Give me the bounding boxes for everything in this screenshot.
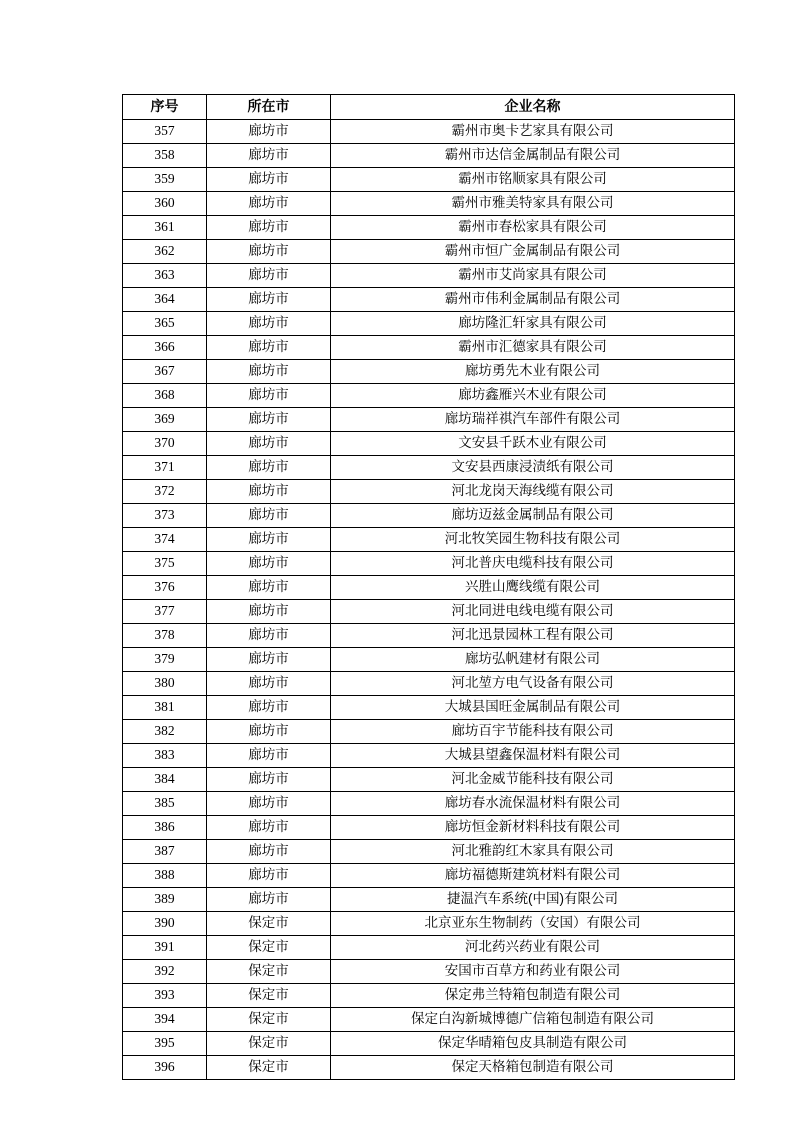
table-header-row (123, 95, 735, 120)
cell-enterprise-name: 廊坊百宇节能科技有限公司 (331, 720, 735, 744)
cell-enterprise-name: 大城县望鑫保温材料有限公司 (331, 744, 735, 768)
table-row (123, 120, 735, 144)
cell-city: 廊坊市 (207, 168, 331, 192)
table-row (123, 912, 735, 936)
cell-index: 367 (123, 360, 207, 384)
table-row (123, 888, 735, 912)
enterprise-list-table (122, 94, 735, 1080)
cell-city: 廊坊市 (207, 240, 331, 264)
table-row (123, 264, 735, 288)
cell-enterprise-name: 安国市百草方和药业有限公司 (331, 960, 735, 984)
cell-city: 廊坊市 (207, 624, 331, 648)
cell-enterprise-name: 霸州市雅美特家具有限公司 (331, 192, 735, 216)
cell-enterprise-name: 保定弗兰特箱包制造有限公司 (331, 984, 735, 1008)
table-row (123, 624, 735, 648)
cell-enterprise-name: 河北金威节能科技有限公司 (331, 768, 735, 792)
cell-index: 371 (123, 456, 207, 480)
cell-enterprise-name: 霸州市春松家具有限公司 (331, 216, 735, 240)
cell-index: 390 (123, 912, 207, 936)
cell-enterprise-name: 河北堃方电气设备有限公司 (331, 672, 735, 696)
cell-enterprise-name: 霸州市伟利金属制品有限公司 (331, 288, 735, 312)
cell-city: 廊坊市 (207, 312, 331, 336)
cell-index: 389 (123, 888, 207, 912)
cell-index: 378 (123, 624, 207, 648)
table-row (123, 1032, 735, 1056)
cell-city: 廊坊市 (207, 720, 331, 744)
cell-city: 廊坊市 (207, 432, 331, 456)
cell-index: 359 (123, 168, 207, 192)
cell-city: 廊坊市 (207, 840, 331, 864)
cell-enterprise-name: 保定华晴箱包皮具制造有限公司 (331, 1032, 735, 1056)
cell-index: 384 (123, 768, 207, 792)
cell-index: 382 (123, 720, 207, 744)
table-row (123, 1008, 735, 1032)
table-row (123, 936, 735, 960)
cell-index: 360 (123, 192, 207, 216)
cell-city: 保定市 (207, 1008, 331, 1032)
cell-index: 368 (123, 384, 207, 408)
cell-index: 357 (123, 120, 207, 144)
cell-enterprise-name: 霸州市汇德家具有限公司 (331, 336, 735, 360)
cell-enterprise-name: 廊坊春水流保温材料有限公司 (331, 792, 735, 816)
cell-index: 387 (123, 840, 207, 864)
cell-city: 廊坊市 (207, 600, 331, 624)
cell-enterprise-name: 霸州市奥卡艺家具有限公司 (331, 120, 735, 144)
cell-city: 廊坊市 (207, 672, 331, 696)
table-row (123, 336, 735, 360)
table-row (123, 528, 735, 552)
cell-index: 358 (123, 144, 207, 168)
cell-index: 361 (123, 216, 207, 240)
cell-city: 廊坊市 (207, 360, 331, 384)
cell-enterprise-name: 大城县国旺金属制品有限公司 (331, 696, 735, 720)
table-row (123, 288, 735, 312)
cell-city: 廊坊市 (207, 336, 331, 360)
cell-enterprise-name: 保定白沟新城博德广信箱包制造有限公司 (331, 1008, 735, 1032)
column-header-city: 所在市 (207, 95, 331, 120)
cell-enterprise-name: 霸州市达信金属制品有限公司 (331, 144, 735, 168)
cell-index: 375 (123, 552, 207, 576)
cell-enterprise-name: 兴胜山鹰线缆有限公司 (331, 576, 735, 600)
cell-city: 廊坊市 (207, 384, 331, 408)
cell-enterprise-name: 保定天格箱包制造有限公司 (331, 1056, 735, 1080)
cell-city: 廊坊市 (207, 216, 331, 240)
table-row (123, 552, 735, 576)
table-row (123, 720, 735, 744)
cell-index: 366 (123, 336, 207, 360)
cell-enterprise-name: 廊坊迈兹金属制品有限公司 (331, 504, 735, 528)
cell-city: 保定市 (207, 984, 331, 1008)
table-row (123, 408, 735, 432)
cell-enterprise-name: 捷温汽车系统(中国)有限公司 (331, 888, 735, 912)
cell-index: 365 (123, 312, 207, 336)
cell-city: 廊坊市 (207, 120, 331, 144)
table-row (123, 216, 735, 240)
cell-enterprise-name: 霸州市恒广金属制品有限公司 (331, 240, 735, 264)
cell-enterprise-name: 河北迅景园林工程有限公司 (331, 624, 735, 648)
cell-index: 385 (123, 792, 207, 816)
cell-city: 保定市 (207, 912, 331, 936)
cell-enterprise-name: 河北雅韵红木家具有限公司 (331, 840, 735, 864)
cell-index: 373 (123, 504, 207, 528)
table-row (123, 600, 735, 624)
cell-city: 廊坊市 (207, 480, 331, 504)
table-row (123, 192, 735, 216)
table-row (123, 576, 735, 600)
table-row (123, 144, 735, 168)
cell-city: 廊坊市 (207, 456, 331, 480)
table-row (123, 168, 735, 192)
table-row (123, 360, 735, 384)
cell-city: 廊坊市 (207, 288, 331, 312)
cell-index: 372 (123, 480, 207, 504)
table-row (123, 960, 735, 984)
cell-enterprise-name: 河北药兴药业有限公司 (331, 936, 735, 960)
cell-index: 395 (123, 1032, 207, 1056)
cell-enterprise-name: 廊坊鑫雁兴木业有限公司 (331, 384, 735, 408)
cell-index: 394 (123, 1008, 207, 1032)
cell-index: 377 (123, 600, 207, 624)
cell-index: 391 (123, 936, 207, 960)
cell-city: 廊坊市 (207, 792, 331, 816)
cell-index: 383 (123, 744, 207, 768)
cell-city: 廊坊市 (207, 264, 331, 288)
cell-index: 396 (123, 1056, 207, 1080)
cell-city: 廊坊市 (207, 888, 331, 912)
cell-city: 廊坊市 (207, 648, 331, 672)
table-row (123, 816, 735, 840)
table-row (123, 672, 735, 696)
cell-index: 393 (123, 984, 207, 1008)
cell-enterprise-name: 廊坊瑞祥祺汽车部件有限公司 (331, 408, 735, 432)
cell-index: 392 (123, 960, 207, 984)
cell-city: 廊坊市 (207, 816, 331, 840)
cell-city: 保定市 (207, 960, 331, 984)
table-row (123, 768, 735, 792)
cell-city: 廊坊市 (207, 192, 331, 216)
table-row (123, 504, 735, 528)
cell-index: 364 (123, 288, 207, 312)
cell-enterprise-name: 廊坊福德斯建筑材料有限公司 (331, 864, 735, 888)
cell-index: 380 (123, 672, 207, 696)
table-row (123, 792, 735, 816)
table-row (123, 312, 735, 336)
table-row (123, 432, 735, 456)
cell-city: 廊坊市 (207, 768, 331, 792)
table-row (123, 240, 735, 264)
table-row (123, 1056, 735, 1080)
cell-enterprise-name: 文安县西康浸渍纸有限公司 (331, 456, 735, 480)
cell-index: 374 (123, 528, 207, 552)
cell-enterprise-name: 河北普庆电缆科技有限公司 (331, 552, 735, 576)
cell-city: 廊坊市 (207, 552, 331, 576)
cell-index: 369 (123, 408, 207, 432)
table-row (123, 840, 735, 864)
cell-city: 廊坊市 (207, 576, 331, 600)
cell-index: 381 (123, 696, 207, 720)
table-header (123, 95, 735, 120)
cell-index: 362 (123, 240, 207, 264)
cell-city: 廊坊市 (207, 744, 331, 768)
cell-city: 廊坊市 (207, 696, 331, 720)
table-body (123, 120, 735, 1080)
table-row (123, 648, 735, 672)
cell-enterprise-name: 霸州市铭顺家具有限公司 (331, 168, 735, 192)
table-row (123, 984, 735, 1008)
cell-enterprise-name: 廊坊隆汇轩家具有限公司 (331, 312, 735, 336)
cell-city: 廊坊市 (207, 144, 331, 168)
cell-city: 廊坊市 (207, 528, 331, 552)
cell-city: 廊坊市 (207, 864, 331, 888)
cell-enterprise-name: 霸州市艾尚家具有限公司 (331, 264, 735, 288)
table-row (123, 384, 735, 408)
cell-enterprise-name: 廊坊弘帆建材有限公司 (331, 648, 735, 672)
cell-index: 370 (123, 432, 207, 456)
table-row (123, 696, 735, 720)
cell-city: 廊坊市 (207, 408, 331, 432)
cell-index: 363 (123, 264, 207, 288)
table-row (123, 864, 735, 888)
cell-index: 386 (123, 816, 207, 840)
table-row (123, 744, 735, 768)
cell-city: 保定市 (207, 1056, 331, 1080)
cell-enterprise-name: 文安县千跃木业有限公司 (331, 432, 735, 456)
column-header-index: 序号 (123, 95, 207, 120)
cell-enterprise-name: 廊坊恒金新材料科技有限公司 (331, 816, 735, 840)
cell-index: 379 (123, 648, 207, 672)
cell-index: 388 (123, 864, 207, 888)
cell-enterprise-name: 北京亚东生物制药（安国）有限公司 (331, 912, 735, 936)
cell-index: 376 (123, 576, 207, 600)
table-row (123, 456, 735, 480)
cell-city: 廊坊市 (207, 504, 331, 528)
column-header-enterprise-name: 企业名称 (331, 95, 735, 120)
cell-enterprise-name: 廊坊勇先木业有限公司 (331, 360, 735, 384)
cell-enterprise-name: 河北同进电线电缆有限公司 (331, 600, 735, 624)
cell-enterprise-name: 河北龙岗天海线缆有限公司 (331, 480, 735, 504)
cell-city: 保定市 (207, 936, 331, 960)
table-row (123, 480, 735, 504)
cell-city: 保定市 (207, 1032, 331, 1056)
cell-enterprise-name: 河北牧笑园生物科技有限公司 (331, 528, 735, 552)
